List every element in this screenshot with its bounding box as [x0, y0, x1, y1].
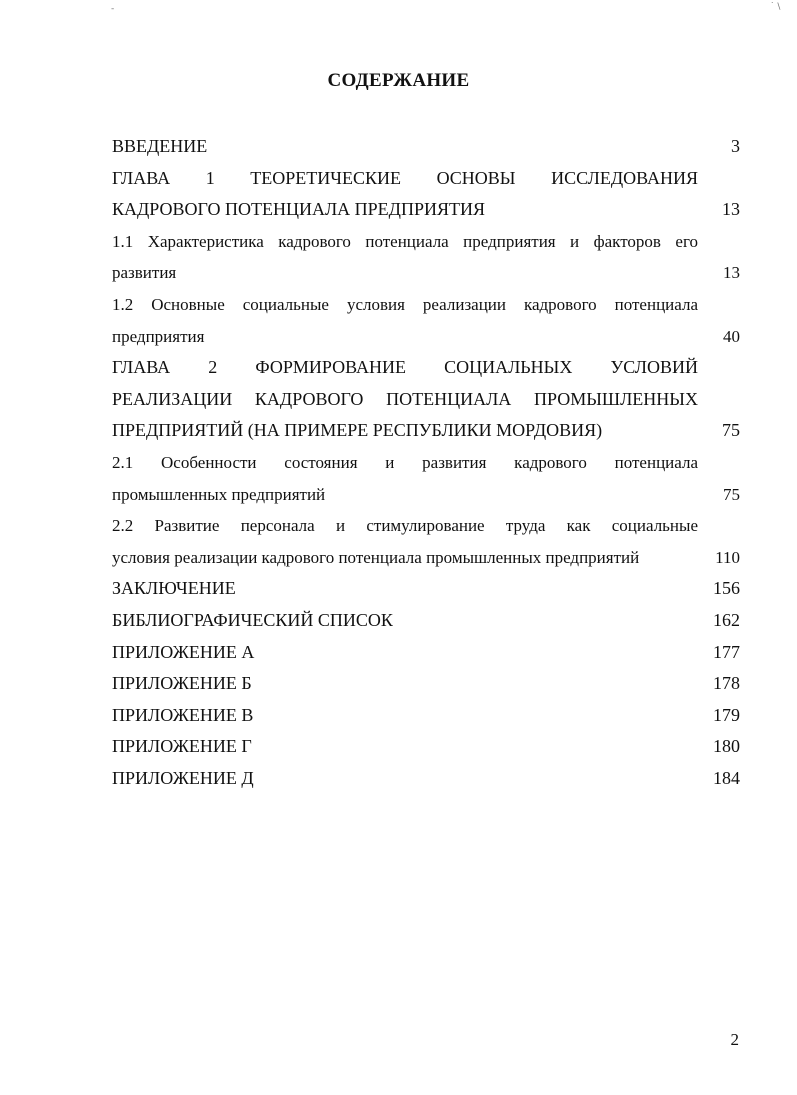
toc-entry: [112, 226, 740, 289]
toc-entry: [112, 731, 740, 763]
toc-entry-line: ПРИЛОЖЕНИЕ А: [112, 641, 255, 662]
toc-entry-line: ПРИЛОЖЕНИЕ Д: [112, 767, 254, 788]
toc-entry-page: 179: [713, 704, 740, 725]
toc-entry-line: РЕАЛИЗАЦИИ КАДРОВОГО ПОТЕНЦИАЛА ПРОМЫШЛЕННЫХ: [112, 388, 698, 409]
toc-entry-page: 75: [722, 420, 740, 441]
toc-entry-title: [112, 573, 698, 605]
toc-entry-title: [112, 447, 698, 510]
toc-entry-line: КАДРОВОГО ПОТЕНЦИАЛА ПРЕДПРИЯТИЯ: [112, 199, 485, 220]
toc-entry-line: ЗАКЛЮЧЕНИЕ: [112, 578, 236, 599]
toc-entry-line: БИБЛИОГРАФИЧЕСКИЙ СПИСОК: [112, 609, 393, 630]
toc-entry-line: 2.2 Развитие персонала и стимулирование труда как социальные: [112, 516, 698, 536]
toc-entry-line: ВВЕДЕНИЕ: [112, 136, 208, 156]
toc-entry: [112, 668, 740, 700]
toc-entry-title: [112, 226, 698, 289]
scan-speck: ˙ \: [770, 2, 781, 12]
toc-entry: [112, 352, 740, 447]
toc-entry-page: 180: [713, 736, 740, 757]
toc-entry-line: ГЛАВА 2 ФОРМИРОВАНИЕ СОЦИАЛЬНЫХ УСЛОВИЙ: [112, 357, 698, 378]
toc-entry-page: 13: [722, 199, 740, 220]
toc-entry-title: [112, 668, 698, 700]
toc-entry-title: [112, 289, 698, 352]
toc-entry-title: [112, 352, 698, 447]
toc-entry-line: ПРИЛОЖЕНИЕ Г: [112, 736, 252, 757]
toc-entry-line: ГЛАВА 1 ТЕОРЕТИЧЕСКИЕ ОСНОВЫ ИССЛЕДОВАНИЯ: [112, 167, 698, 188]
toc-entry-title: [112, 131, 698, 163]
scan-speck: -: [111, 4, 115, 14]
toc-entry: [112, 163, 740, 226]
toc-entry: [112, 131, 740, 163]
toc-entry-page: 40: [723, 326, 740, 346]
toc-entry-line: 1.1 Характеристика кадрового потенциала предприятия и факторов его: [112, 231, 698, 251]
page-title: СОДЕРЖАНИЕ: [327, 70, 470, 91]
toc-entry-line: условия реализации кадрового потенциала промышленных предприятий: [112, 547, 640, 567]
toc-entry-page: 178: [713, 673, 740, 694]
toc-entry-title: [112, 510, 698, 573]
toc-entry-line: ПРИЛОЖЕНИЕ В: [112, 704, 254, 725]
toc-entry: [112, 447, 740, 510]
toc-entry-line: предприятия: [112, 326, 205, 346]
toc-entry-line: развития: [112, 263, 177, 283]
toc-entry-title: [112, 163, 698, 226]
page-number: 2: [730, 1030, 739, 1049]
toc-entry: [112, 289, 740, 352]
toc-entry-line: 1.2 Основные социальные условия реализации кадрового потенциала: [112, 294, 698, 314]
toc-entry-title: [112, 605, 698, 637]
table-of-contents: [112, 131, 740, 794]
toc-entry-page: 162: [713, 609, 740, 630]
toc-entry-title: [112, 700, 698, 732]
toc-entry-page: 13: [723, 263, 740, 283]
toc-entry-page: 75: [723, 484, 740, 504]
toc-entry-line: 2.1 Особенности состояния и развития кадрового потенциала: [112, 452, 698, 472]
toc-entry: [112, 637, 740, 669]
toc-entry-page: 110: [715, 547, 740, 567]
toc-entry-title: [112, 763, 698, 795]
toc-entry-title: [112, 637, 698, 669]
toc-entry-line: ПРИЛОЖЕНИЕ Б: [112, 673, 252, 694]
toc-entry-title: [112, 731, 698, 763]
toc-entry: [112, 573, 740, 605]
toc-entry-line: промышленных предприятий: [112, 484, 326, 504]
toc-entry: [112, 700, 740, 732]
toc-entry: [112, 510, 740, 573]
toc-entry: [112, 763, 740, 795]
toc-entry-line: ПРЕДПРИЯТИЙ (НА ПРИМЕРЕ РЕСПУБЛИКИ МОРДОВИЯ): [112, 420, 603, 441]
toc-entry-page: 184: [713, 767, 740, 788]
toc-entry-page: 177: [713, 641, 740, 662]
toc-entry: [112, 605, 740, 637]
toc-entry-page: 156: [713, 578, 740, 599]
toc-entry-page: 3: [731, 136, 740, 156]
